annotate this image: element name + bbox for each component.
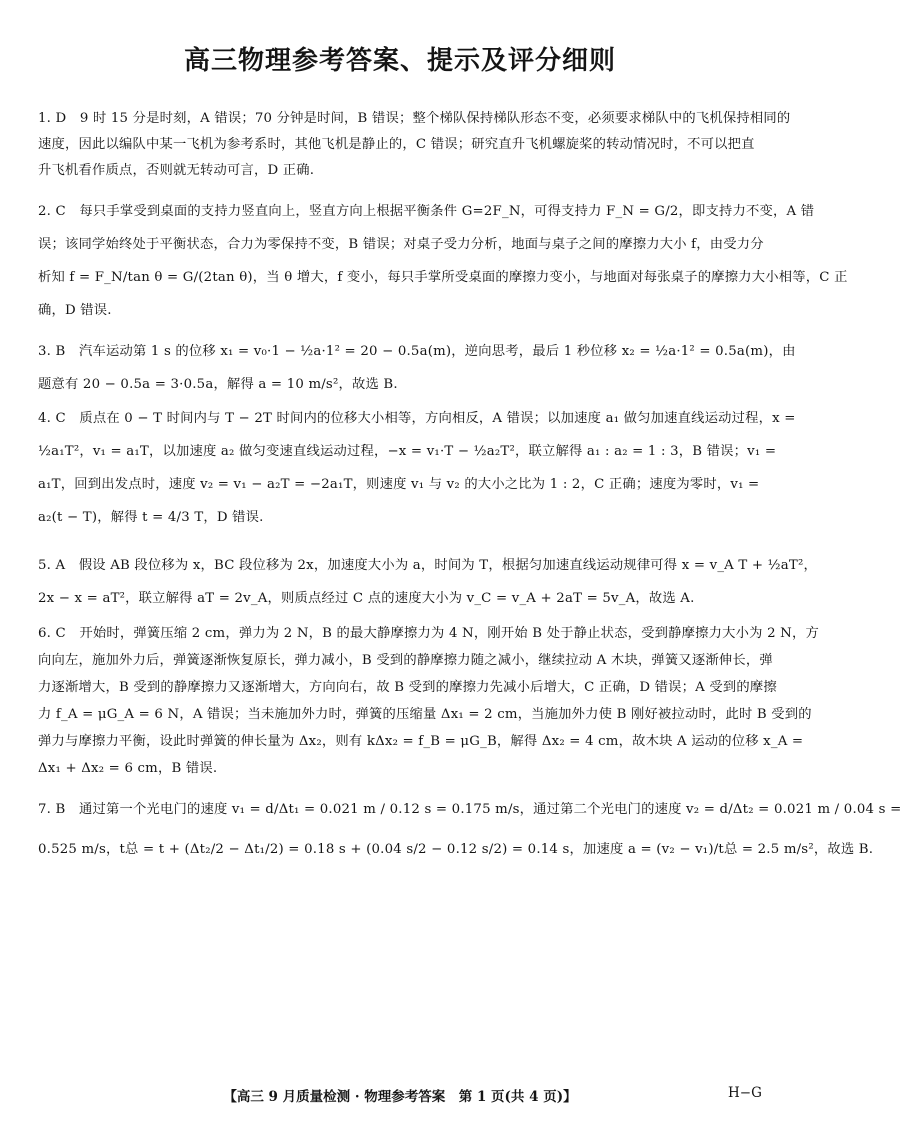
answer-line: 0.525 m/s，t总 = t + (Δt₂/2 − Δt₁/2) = 0.18 s + (0.04 s/2 − 0.12 s/2) = 0.14 s，加速度 a = (v₂ − v₁)/t总 = 2.5 m/s²，故选 B. bbox=[38, 842, 874, 857]
answer-line: 误；该同学始终处于平衡状态，合力为零保持不变，B 错误；对桌子受力分析，地面与桌子之间的摩擦力大小 f，由受力分 bbox=[38, 237, 764, 252]
answer-line: 1. D 9 时 15 分是时刻，A 错误；70 分钟是时间，B 错误；整个梯队保持梯队形态不变，必须要求梯队中的飞机保持相同的 bbox=[38, 111, 791, 126]
answer-item-1 bbox=[38, 106, 791, 184]
answer-line: 6. C 开始时，弹簧压缩 2 cm，弹力为 2 N，B 的最大静摩擦力为 4 N，刚开始 B 处于静止状态，受到静摩擦力大小为 2 N，方 bbox=[38, 626, 819, 641]
answer-line: a₂(t − T)，解得 t = 4/3 T，D 错误. bbox=[38, 510, 264, 525]
page-footer: 【高三 9 月质量检测 · 物理参考答案 第 1 页(共 4 页)】 bbox=[223, 1089, 577, 1105]
answer-line: 升飞机看作质点，否则就无转动可言，D 正确. bbox=[38, 163, 315, 178]
answer-item-6 bbox=[38, 620, 819, 782]
answer-item-4 bbox=[38, 406, 796, 538]
answer-item-7 bbox=[38, 790, 901, 870]
answer-line: 2. C 每只手掌受到桌面的支持力竖直向上，竖直方向上根据平衡条件 G=2F_N，可得支持力 F_N = G/2，即支持力不变，A 错 bbox=[38, 204, 815, 219]
answer-line: 4. C 质点在 0 − T 时间内与 T − 2T 时间内的位移大小相等，方向相反，A 错误；以加速度 a₁ 做匀加速直线运动过程，x = bbox=[38, 411, 796, 426]
page-title: 高三物理参考答案、提示及评分细则 bbox=[183, 46, 616, 76]
answer-item-3 bbox=[38, 332, 796, 398]
answer-line: 5. A 假设 AB 段位移为 x，BC 段位移为 2x，加速度大小为 a，时间为 T，根据匀加速直线运动规律可得 x = v_A T + ½aT²， bbox=[38, 558, 817, 573]
answer-line: 题意有 20 − 0.5a = 3·0.5a，解得 a = 10 m/s²，故选 B. bbox=[38, 377, 398, 392]
answer-line: 确，D 错误. bbox=[38, 303, 112, 318]
footer-code: H−G bbox=[728, 1085, 762, 1101]
answer-line: 向向左，施加外力后，弹簧逐渐恢复原长，弹力减小，B 受到的静摩擦力随之减小，继续拉动 A 木块，弹簧又逐渐伸长，弹 bbox=[38, 653, 773, 668]
answer-line: 速度，因此以编队中某一飞机为参考系时，其他飞机是静止的，C 错误；研究直升飞机螺旋桨的转动情况时，不可以把直 bbox=[38, 137, 755, 152]
answer-line: 2x − x = aT²，联立解得 aT = 2v_A，则质点经过 C 点的速度大小为 v_C = v_A + 2aT = 5v_A，故选 A. bbox=[38, 591, 695, 606]
answer-line: ½a₁T²，v₁ = a₁T，以加速度 a₂ 做匀变速直线运动过程，−x = v₁·T − ½a₂T²，联立解得 a₁ : a₂ = 1 : 3，B 错误；v₁ = bbox=[38, 444, 777, 459]
answer-line: Δx₁ + Δx₂ = 6 cm，B 错误. bbox=[38, 761, 218, 776]
answer-list bbox=[38, 106, 901, 878]
answer-line: 3. B 汽车运动第 1 s 的位移 x₁ = v₀·1 − ½a·1² = 20 − 0.5a(m)，逆向思考，最后 1 秒位移 x₂ = ½a·1² = 0.5a(m)，由 bbox=[38, 344, 796, 359]
answer-line: 弹力与摩擦力平衡，设此时弹簧的伸长量为 Δx₂，则有 kΔx₂ = f_B = μG_B，解得 Δx₂ = 4 cm，故木块 A 运动的位移 x_A = bbox=[38, 734, 804, 749]
answer-line: 析知 f = F_N/tan θ = G/(2tan θ)，当 θ 增大，f 变小，每只手掌所受桌面的摩擦力变小，与地面对每张桌子的摩擦力大小相等，C 正 bbox=[38, 270, 848, 285]
answer-item-5 bbox=[38, 546, 817, 612]
answer-line: 力 f_A = μG_A = 6 N，A 错误；当未施加外力时，弹簧的压缩量 Δx₁ = 2 cm，当施加外力使 B 刚好被拉动时，此时 B 受到的 bbox=[38, 707, 812, 722]
answer-line: a₁T，回到出发点时，速度 v₂ = v₁ − a₂T = −2a₁T，则速度 v₁ 与 v₂ 的大小之比为 1 : 2，C 正确；速度为零时，v₁ = bbox=[38, 477, 760, 492]
answer-line: 7. B 通过第一个光电门的速度 v₁ = d/Δt₁ = 0.021 m / 0.12 s = 0.175 m/s，通过第二个光电门的速度 v₂ = d/Δt₂ = 0.021 m / 0.04 s = bbox=[38, 802, 901, 817]
answer-line: 力逐渐增大，B 受到的静摩擦力又逐渐增大，方向向右，故 B 受到的摩擦力先减小后增大，C 正确，D 错误；A 受到的摩擦 bbox=[38, 680, 777, 695]
answer-item-2 bbox=[38, 192, 848, 324]
